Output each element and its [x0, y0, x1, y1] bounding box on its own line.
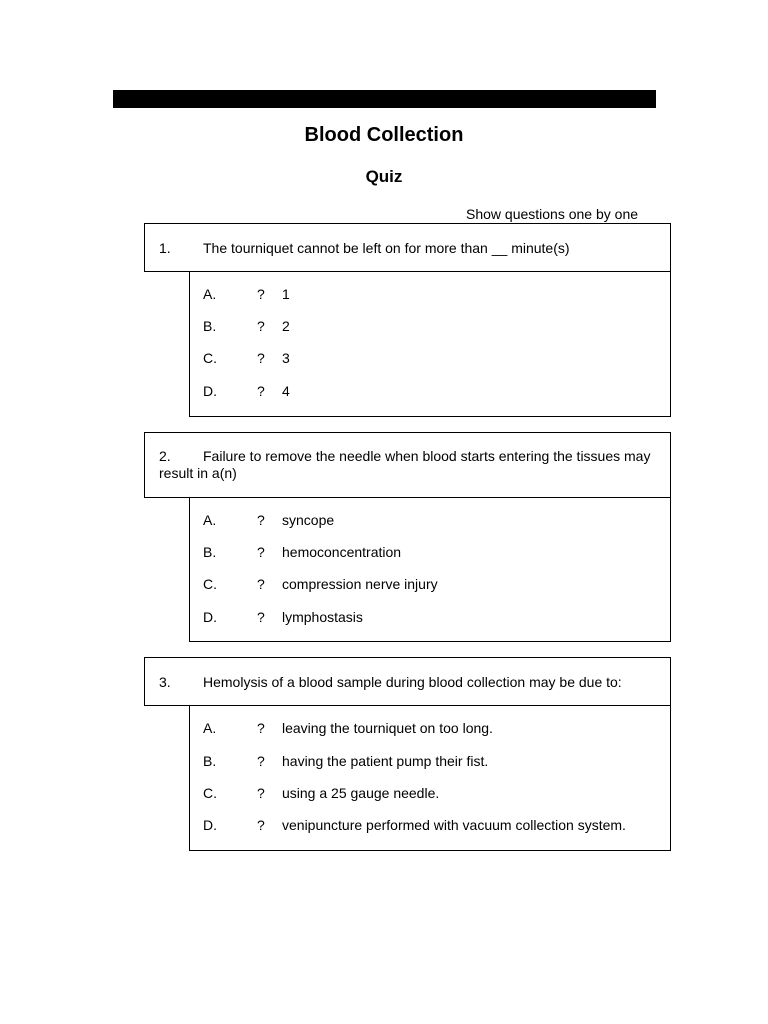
- header-bar: [113, 90, 656, 108]
- option-text: compression nerve injury: [282, 576, 438, 592]
- option-letter: C.: [203, 785, 217, 801]
- option-1b[interactable]: [190, 318, 670, 338]
- option-text: 1: [282, 286, 290, 302]
- option-text: 3: [282, 350, 290, 366]
- option-marker: ?: [257, 753, 265, 769]
- option-marker: ?: [257, 576, 265, 592]
- answer-list-3: [189, 705, 671, 851]
- option-letter: B.: [203, 753, 217, 769]
- option-marker: ?: [257, 318, 265, 334]
- option-marker: ?: [257, 544, 265, 560]
- page-title: Blood Collection: [304, 124, 464, 146]
- option-text: hemoconcentration: [282, 544, 402, 560]
- option-letter: A.: [203, 720, 217, 736]
- option-letter: B.: [203, 544, 217, 560]
- question-number: 2.: [159, 448, 171, 464]
- option-2a[interactable]: [190, 512, 670, 532]
- option-text: having the patient pump their fist.: [282, 753, 489, 769]
- option-marker: ?: [257, 350, 265, 366]
- option-marker: ?: [257, 720, 265, 736]
- question-text: Hemolysis of a blood sample during blood collection may be due to:: [203, 674, 622, 690]
- option-text: syncope: [282, 512, 335, 528]
- option-1a[interactable]: [190, 286, 670, 306]
- option-text: venipuncture performed with vacuum collection system.: [282, 817, 626, 833]
- option-2b[interactable]: [190, 544, 670, 564]
- option-letter: C.: [203, 350, 217, 366]
- option-3a[interactable]: [190, 720, 670, 740]
- option-2c[interactable]: [190, 576, 670, 596]
- option-marker: ?: [257, 512, 265, 528]
- option-marker: ?: [257, 286, 265, 302]
- option-text: 2: [282, 318, 290, 334]
- question-1: [144, 223, 671, 272]
- option-letter: C.: [203, 576, 217, 592]
- answer-list-2: [189, 497, 671, 642]
- option-1d[interactable]: [190, 383, 670, 403]
- option-2d[interactable]: [190, 609, 670, 629]
- question-3: [144, 657, 671, 706]
- page-subtitle: Quiz: [365, 167, 403, 186]
- option-3c[interactable]: [190, 785, 670, 805]
- question-text: [159, 448, 664, 482]
- option-letter: A.: [203, 286, 217, 302]
- option-letter: A.: [203, 512, 217, 528]
- option-3b[interactable]: [190, 753, 670, 773]
- option-letter: D.: [203, 817, 217, 833]
- option-1c[interactable]: [190, 350, 670, 370]
- option-text: lymphostasis: [282, 609, 363, 625]
- option-text: leaving the tourniquet on too long.: [282, 720, 493, 736]
- question-body: Failure to remove the needle when blood starts entering the tissues may result in a(n): [159, 448, 651, 481]
- option-marker: ?: [257, 817, 265, 833]
- option-marker: ?: [257, 609, 265, 625]
- option-letter: B.: [203, 318, 217, 334]
- option-letter: D.: [203, 609, 217, 625]
- option-3d[interactable]: [190, 817, 670, 837]
- option-letter: D.: [203, 383, 217, 399]
- question-number: 3.: [159, 674, 171, 690]
- option-marker: ?: [257, 785, 265, 801]
- question-text: The tourniquet cannot be left on for more than __ minute(s): [203, 240, 570, 256]
- option-marker: ?: [257, 383, 265, 399]
- answer-list-1: [189, 271, 671, 417]
- option-text: 4: [282, 383, 290, 399]
- question-2: [144, 432, 671, 498]
- question-number: 1.: [159, 240, 171, 256]
- option-text: using a 25 gauge needle.: [282, 785, 440, 801]
- show-one-by-one-link[interactable]: Show questions one by one: [466, 206, 639, 222]
